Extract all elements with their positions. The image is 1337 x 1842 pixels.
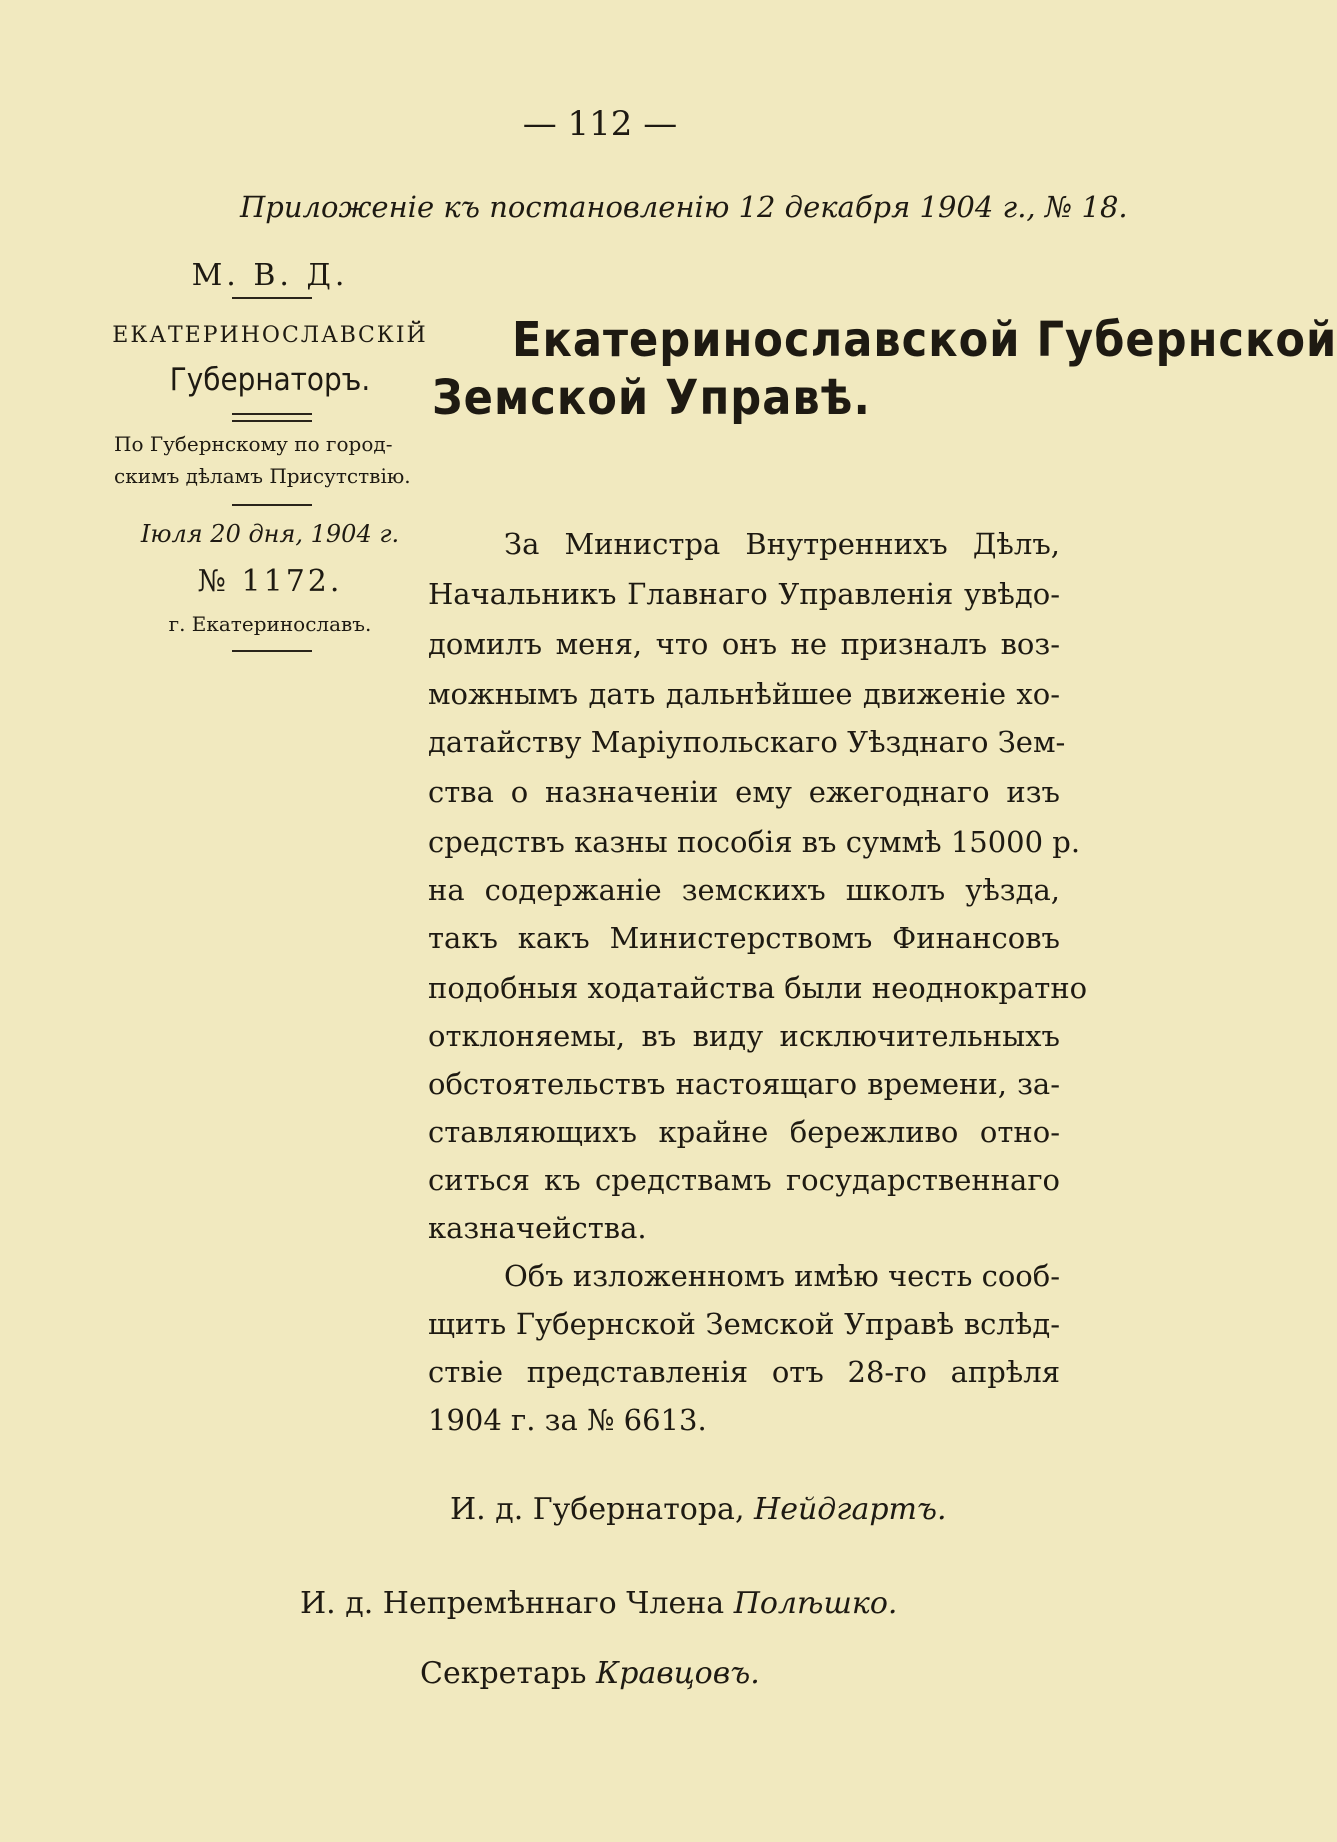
divider: [232, 504, 312, 506]
governor-signature: [450, 1492, 947, 1527]
governor-title-line-2: Губернаторъ.: [169, 362, 371, 398]
divider: [232, 420, 312, 422]
body-line: датайству Маріупольскаго Уѣзднаго Зем-: [428, 725, 1066, 759]
outgoing-number: № 1172.: [197, 564, 343, 599]
secretary-signature: [420, 1656, 760, 1691]
divider: [232, 297, 312, 299]
body-line: 1904 г. за № 6613.: [428, 1403, 707, 1437]
addressee-line-1: Екатеринославской Губернской: [512, 312, 1337, 368]
body-line: щить Губернской Земской Управѣ вслѣд-: [428, 1307, 1060, 1341]
body-line: обстоятельствъ настоящаго времени, за-: [428, 1067, 1060, 1101]
body-line: За Министра Внутреннихъ Дѣлъ,: [504, 527, 1060, 561]
divider: [232, 413, 312, 415]
divider: [232, 650, 312, 652]
body-line: такъ какъ Министерствомъ Финансовъ: [428, 921, 1060, 955]
place-line: г. Екатеринославъ.: [168, 612, 372, 636]
body-line: ситься къ средствамъ государственнаго: [428, 1163, 1060, 1197]
body-line: отклоняемы, въ виду исключительныхъ: [428, 1019, 1060, 1053]
body-line: ставляющихъ крайне бережливо отно-: [428, 1115, 1060, 1149]
body-line: Начальникъ Главнаго Управленія увѣдо-: [428, 577, 1060, 611]
ministry-label: М. В. Д.: [191, 258, 349, 293]
body-line: казначейства.: [428, 1211, 647, 1245]
body-line: ствіе представленія отъ 28-го апрѣля: [428, 1355, 1060, 1389]
body-line: ства о назначеніи ему ежегоднаго изъ: [428, 775, 1060, 809]
body-line: можнымъ дать дальнѣйшее движеніе хо-: [428, 677, 1060, 711]
office-line-1: По Губернскому по город-: [114, 432, 393, 456]
signature-name: Кравцовъ.: [595, 1656, 760, 1691]
body-line: подобныя ходатайства были неоднократно: [428, 971, 1088, 1005]
signature-prefix: Секретарь: [420, 1656, 587, 1691]
body-line: домилъ меня, что онъ не призналъ воз-: [428, 627, 1060, 661]
member-signature: [300, 1586, 897, 1621]
signature-name: Нейдгартъ.: [754, 1492, 947, 1527]
body-line: средствъ казны пособія въ суммѣ 15000 р.: [428, 825, 1081, 859]
signature-name: Полѣшко.: [733, 1586, 898, 1621]
office-line-2: скимъ дѣламъ Присутствію.: [114, 464, 411, 488]
body-line: на содержаніе земскихъ школъ уѣзда,: [428, 873, 1060, 907]
appendix-line: Приложеніе къ постановленію 12 декабря 1904 г., № 18.: [240, 190, 1128, 224]
governor-title-line-1: ЕКАТЕРИНОСЛАВСКІЙ: [112, 323, 428, 348]
body-line: Объ изложенномъ имѣю честь сооб-: [504, 1259, 1060, 1293]
letter-date: Іюля 20 дня, 1904 г.: [140, 520, 400, 548]
addressee-line-2: Земской Управѣ.: [432, 370, 871, 426]
signature-prefix: И. д. Губернатора,: [450, 1492, 745, 1527]
signature-prefix: И. д. Непремѣннаго Члена: [300, 1586, 725, 1621]
page-number: — 112 —: [522, 104, 678, 144]
